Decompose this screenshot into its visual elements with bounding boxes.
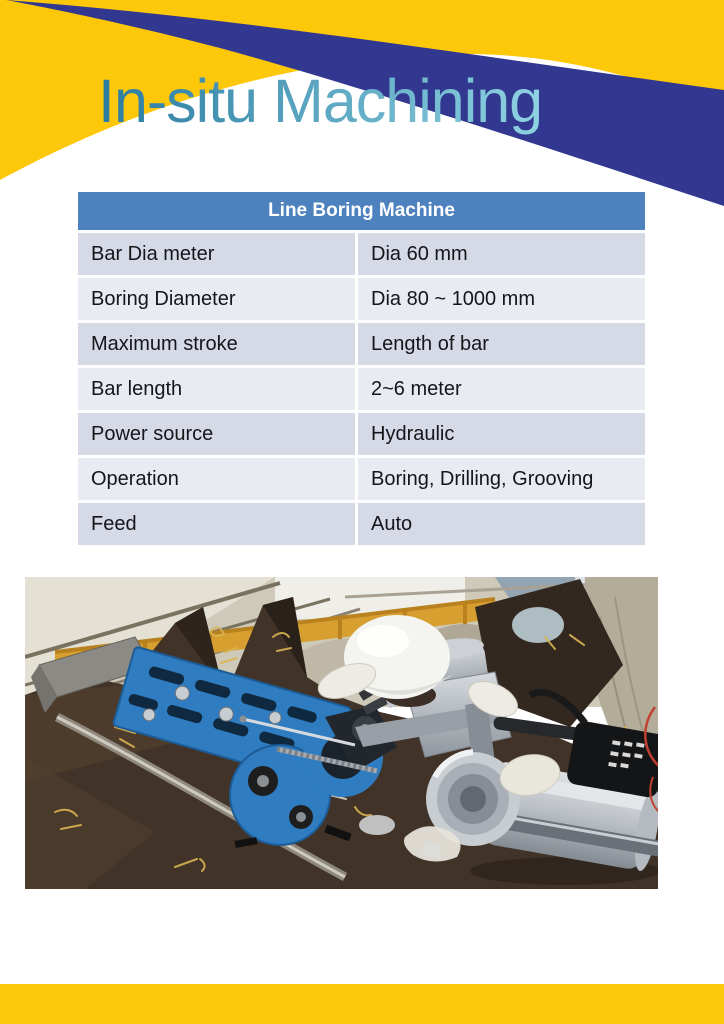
spec-value-cell: Boring, Drilling, Grooving	[358, 458, 645, 500]
spec-value-cell: Dia 80 ~ 1000 mm	[358, 278, 645, 320]
page-title: In-situ Machining	[98, 67, 543, 135]
spec-value-cell: Length of bar	[358, 323, 645, 365]
machine-photo	[25, 577, 658, 889]
spec-value-cell: Dia 60 mm	[358, 233, 645, 275]
spec-value-cell: Hydraulic	[358, 413, 645, 455]
spec-value-cell: 2~6 meter	[358, 368, 645, 410]
spec-table	[78, 192, 645, 545]
spec-label-cell: Operation	[78, 458, 355, 500]
table-title: Line Boring Machine	[78, 192, 645, 230]
spec-value-cell: Auto	[358, 503, 645, 545]
spec-label-cell: Maximum stroke	[78, 323, 355, 365]
spec-label-cell: Power source	[78, 413, 355, 455]
spec-label-cell: Boring Diameter	[78, 278, 355, 320]
spec-label-cell: Bar Dia meter	[78, 233, 355, 275]
footer-band	[0, 984, 724, 1024]
spec-label-cell: Bar length	[78, 368, 355, 410]
spec-label-cell: Feed	[78, 503, 355, 545]
